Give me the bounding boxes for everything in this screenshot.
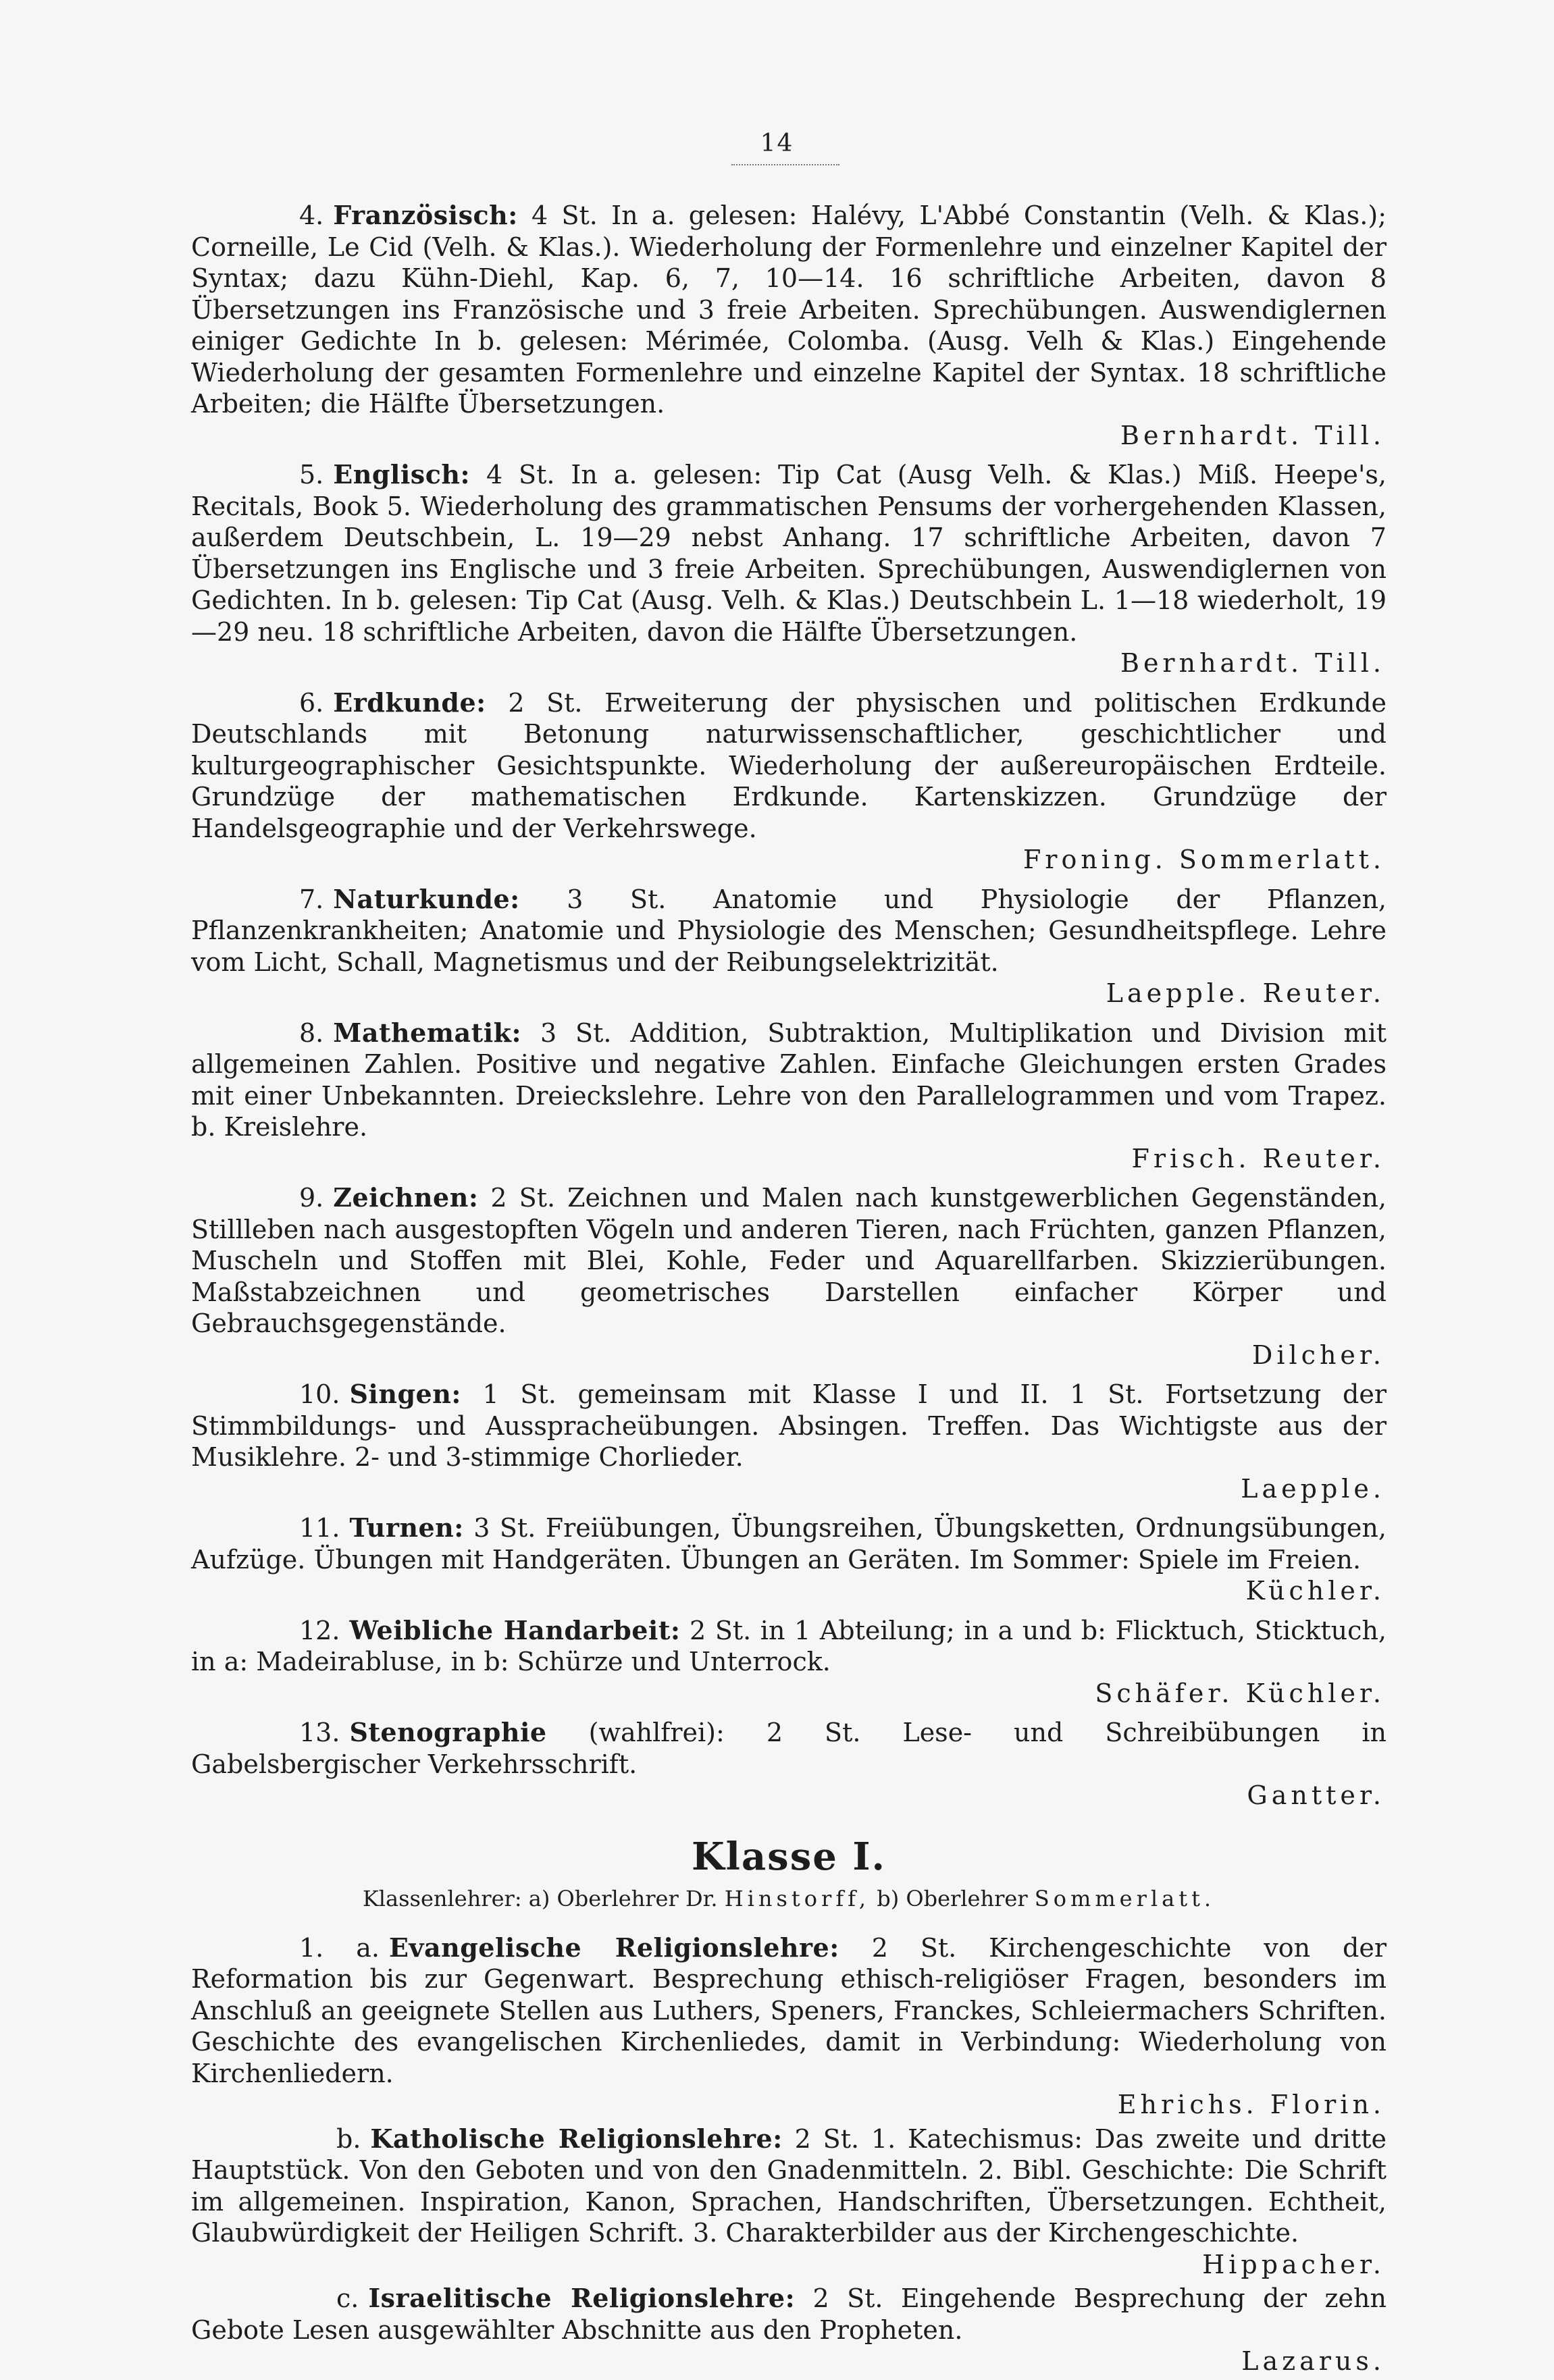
- class-teacher-b: b) Oberlehrer: [877, 1886, 1028, 1911]
- subject-entry-katholische-religion: [191, 2123, 1387, 2281]
- page-number-rule: [731, 164, 839, 165]
- subject-entry-mathematik: [191, 1017, 1387, 1175]
- teacher-names: Küchler.: [1245, 1576, 1385, 1606]
- entry-number: 13.: [299, 1718, 340, 1747]
- teacher-names: Ehrichs. Florin.: [1117, 2090, 1385, 2119]
- subject-entry-zeichnen: [191, 1182, 1387, 1371]
- entry-number: b.: [336, 2123, 361, 2154]
- entry-text: 2 St. in 1 Abteilung; in a und b: Flicktuch, Sticktuch, in a: Madeirabluse, in b: Schürze und Unterrock.: [191, 1615, 1387, 1676]
- page-number: 14: [760, 130, 794, 157]
- subject-title: Singen:: [349, 1379, 461, 1409]
- subject-title: Evangelische Religionslehre:: [388, 1932, 839, 1963]
- entry-text: 2 St. Zeichnen und Malen nach kunstgewerblichen Gegenständen, Stillleben nach ausgestopften Vögeln und anderen Tieren, nach Früchten, ganzen Pflanzen, Muscheln und Stoffen mit Blei, Kohle, Feder und Aquarellfarben. Skizzierübungen. Maßstabzeichnen und geometrisches Darstellen einfacher Körper und Gebrauchsgegenstände.: [191, 1183, 1387, 1338]
- teacher-names: Bernhardt. Till.: [1120, 420, 1385, 450]
- teacher-names: Gantter.: [1247, 1780, 1385, 1810]
- subject-entry-israelitische-religion: [191, 2283, 1387, 2377]
- teacher-names: Lazarus.: [1241, 2346, 1385, 2376]
- subject-title: Stenographie: [349, 1717, 547, 1747]
- teacher-names: Dilcher.: [1251, 1340, 1385, 1370]
- entry-text: 3 St. Addition, Subtraktion, Multiplikation und Division mit allgemeinen Zahlen. Positive und negative Zahlen. Einfache Gleichungen ersten Grades mit einer Unbekannten. Dreieckslehre. Lehre von den Parallelogrammen und vom Trapez. b. Kreislehre.: [191, 1017, 1387, 1142]
- subject-title: Erdkunde:: [333, 687, 486, 718]
- entry-number: 5.: [299, 460, 324, 490]
- class-teachers-line: [191, 1883, 1387, 1915]
- class-teacher-a: a) Oberlehrer Dr.: [528, 1886, 718, 1911]
- teacher-names: Schäfer. Küchler.: [1095, 1678, 1385, 1708]
- subject-entry-handarbeit: [191, 1615, 1387, 1710]
- entry-text: 3 St. Freiübungen, Übungsreihen, Übungsketten, Ordnungsübungen, Aufzüge. Übungen mit Handgeräten. Übungen an Geräten. Im Sommer: Spiele im Freien.: [191, 1513, 1387, 1575]
- class-teacher-a-name: Hinstorff,: [724, 1886, 871, 1911]
- entry-text: 2 St. Eingehende Besprechung der zehn Gebote Lesen ausgewählter Abschnitte aus den Propheten.: [191, 2283, 1387, 2345]
- subject-entry-evangelische-religion: [191, 1932, 1387, 2121]
- entry-number: 7.: [299, 884, 324, 914]
- subject-title: Französisch:: [333, 200, 518, 230]
- teacher-names: Hippacher.: [1202, 2249, 1385, 2279]
- subject-entry-franzoesisch: [191, 200, 1387, 451]
- entry-text: 1 St. gemeinsam mit Klasse I und II. 1 St. Fortsetzung der Stimmbildungs- und Aussprachеübungen. Absingen. Treffen. Das Wichtigste aus der Musiklehre. 2- und 3-stimmige Chorlieder.: [191, 1379, 1387, 1472]
- class-teacher-b-name: Sommerlatt.: [1034, 1886, 1216, 1911]
- subject-title: Katholische Religionslehre:: [370, 2123, 783, 2154]
- class-teachers-label: Klassenlehrer:: [362, 1886, 522, 1911]
- entry-text: 4 St. In a. gelesen: Tip Cat (Ausg Velh. & Klas.) Miß. Heepe's, Recitals, Book 5. Wiederholung des grammatischen Pensums der vorhergehenden Klassen, außerdem Deutschbein, L. 19—29 nebst Anhang. 17 schriftliche Arbeiten, davon 7 Übersetzungen ins Englische und 3 freie Arbeiten. Sprechübungen, Auswendiglernen von Gedichten. In b. gelesen: Tip Cat (Ausg. Velh. & Klas.) Deutschbein L. 1—18 wiederholt, 19—29 neu. 18 schriftliche Arbeiten, davon die Hälfte Übersetzungen.: [191, 460, 1387, 647]
- entry-number: 1. a.: [299, 1932, 380, 1963]
- entry-number: 4.: [299, 201, 324, 230]
- entry-text: (wahlfrei): 2 St. Lese- und Schreibübungen in Gabelsbergischer Verkehrsschrift.: [191, 1718, 1387, 1779]
- subject-title: Weibliche Handarbeit:: [349, 1614, 681, 1645]
- entry-text: 2 St. Kirchengeschichte von der Reformation bis zur Gegenwart. Besprechung ethisch-religiöser Fragen, besonders im Anschluß an geeignete Stellen aus Luthers, Speners, Franckes, Schleiermachers Schriften. Geschichte des evangelischen Kirchenliedes, damit in Verbindung: Wiederholung von Kirchenliedern.: [191, 1932, 1387, 2088]
- entry-text: 2 St. Erweiterung der physischen und politischen Erdkunde Deutschlands mit Betonung naturwissenschaftlicher, geschichtlicher und kulturgeographischer Gesichtspunkte. Wiederholung der außereuropäischen Erdteile. Grundzüge der mathematischen Erdkunde. Kartenskizzen. Grundzüge der Handelsgeographie und der Verkehrswege.: [191, 687, 1387, 843]
- subject-entry-stenographie: [191, 1717, 1387, 1812]
- page-content: [191, 200, 1387, 2380]
- entry-number: 8.: [299, 1017, 324, 1048]
- subject-entry-englisch: [191, 459, 1387, 679]
- entry-text: 3 St. Anatomie und Physiologie der Pflanzen, Pflanzenkrankheiten; Anatomie und Physiologie des Menschen; Gesundheitspflege. Lehre vom Licht, Schall, Magnetismus und der Reibungselektrizität.: [191, 884, 1387, 977]
- entry-number: 10.: [299, 1379, 340, 1409]
- entry-number: c.: [336, 2283, 359, 2313]
- subject-title: Zeichnen:: [333, 1182, 479, 1213]
- teacher-names: Laepple. Reuter.: [1106, 978, 1385, 1008]
- class-heading: Klasse I.: [691, 1834, 887, 1879]
- subject-title: Mathematik:: [333, 1017, 521, 1048]
- teacher-names: Froning. Sommerlatt.: [1022, 845, 1385, 874]
- subject-entry-naturkunde: [191, 884, 1387, 1009]
- entry-number: 11.: [299, 1513, 340, 1543]
- entry-text: 4 St. In a. gelesen: Halévy, L'Abbé Constantin (Velh. & Klas.); Corneille, Le Cid (Velh. & Klas.). Wiederholung der Formenlehre und einzelner Kapitel der Syntax; dazu Kühn-Diehl, Kap. 6, 7, 10—14. 16 schriftliche Arbeiten, davon 8 Übersetzungen ins Französische und 3 freie Arbeiten. Sprechübungen. Auswendiglernen einiger Gedichte In b. gelesen: Mérimée, Colomba. (Ausg. Velh & Klas.) Eingehende Wiederholung der gesamten Formenlehre und einzelne Kapitel der Syntax. 18 schriftliche Arbeiten; die Hälfte Übersetzungen.: [191, 201, 1387, 419]
- subject-title: Englisch:: [333, 459, 470, 490]
- subject-entry-singen: [191, 1379, 1387, 1504]
- entry-number: 12.: [299, 1615, 340, 1645]
- entry-number: 6.: [299, 687, 324, 718]
- subject-entry-erdkunde: [191, 687, 1387, 876]
- subject-title: Naturkunde:: [333, 883, 520, 914]
- teacher-names: Laepple.: [1241, 1473, 1385, 1504]
- subject-title: Turnen:: [349, 1512, 464, 1543]
- subject-title: Israelitische Religionslehre:: [368, 2283, 796, 2313]
- entry-number: 9.: [299, 1183, 324, 1213]
- subject-entry-turnen: [191, 1512, 1387, 1607]
- entry-text: 2 St. 1. Katechismus: Das zweite und dritte Hauptstück. Von den Geboten und von den Gnadenmitteln. 2. Bibl. Geschichte: Die Schrift im allgemeinen. Inspiration, Kanon, Sprachen, Handschriften, Übersetzungen. Echtheit, Glaubwürdigkeit der Heiligen Schrift. 3. Charakterbilder aus der Kirchengeschichte.: [191, 2123, 1387, 2248]
- teacher-names: Frisch. Reuter.: [1131, 1143, 1385, 1173]
- teacher-names: Bernhardt. Till.: [1120, 648, 1385, 678]
